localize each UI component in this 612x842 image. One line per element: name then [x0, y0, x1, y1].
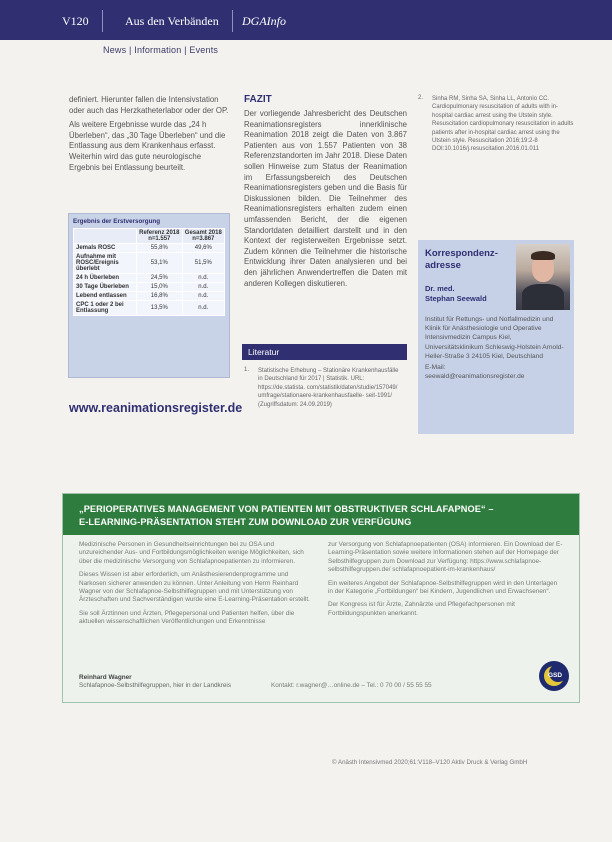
row-label: Lebend entlassen: [74, 292, 137, 301]
author-degree: Dr. med.: [425, 284, 455, 293]
table-header-row: [74, 229, 225, 244]
photo-hair: [531, 251, 555, 260]
reference-number: 2.: [418, 95, 424, 101]
table-row: [74, 283, 225, 292]
author-address: [425, 315, 570, 381]
announcement-left-column: [79, 541, 314, 632]
fazit-heading: FAZIT: [244, 94, 272, 105]
gsd-logo-icon: [539, 661, 569, 691]
email-link[interactable]: seewald@reanimationsregister.de: [425, 373, 525, 381]
table-row: [74, 253, 225, 274]
author-fullname: Stephan Seewald: [425, 294, 487, 303]
author-photo: [516, 244, 570, 310]
cell: 15,0%: [137, 283, 183, 292]
row-label: 24 h Überleben: [74, 274, 137, 283]
reference-number: 1.: [244, 367, 250, 373]
paragraph: zur Versorgung von Schlafapnoepatienten (OSA) informieren. Ein Download der E-Learning-Präsentation sowie weitere Informationen stehen auf der Homepage der Selbsthilfegruppen zum Download zur Verfügung: https://www.schlafapnoe-selbsthilfegruppen.de/ schlafapnoepatient-im-krankenhaus/: [328, 541, 563, 574]
cell: n.d.: [182, 301, 224, 316]
cell: 49,6%: [182, 244, 224, 253]
table-row: [74, 274, 225, 283]
paragraph: Dieses Wissen ist aber erforderlich, um Anästhesierendenprogramme und Narkosen sicherer anwenden zu können. Unter Anleitung von Herrn Reinhard Wagner von der Schlafapnoe-Selbsthilfegruppen und mit Unterstützung von Ärzteschaften und Sachverständigen wurde eine E-Learning-Präsentation erstellt.: [79, 571, 310, 604]
paragraph: Als weitere Ergebnisse wurde das „24 h Überleben“, das „30 Tage Überleben“ und die Entlassung aus dem Krankenhaus erfasst. Weiterhin wird das gute neurologische Ergebnis bei Entlassung beurteilt.: [69, 120, 226, 172]
correspondence-box: [418, 240, 574, 434]
table-row: [74, 244, 225, 253]
journal-name: DGAInfo: [242, 14, 286, 28]
row-label: CPC 1 oder 2 bei Entlassung: [74, 301, 137, 316]
cell: 13,5%: [137, 301, 183, 316]
photo-suit: [522, 284, 564, 310]
header-bar: [0, 0, 612, 40]
announcement-box: [62, 493, 580, 703]
signature: [79, 674, 231, 691]
literatur-bar: [242, 344, 407, 360]
logo-text: GSD: [548, 672, 563, 679]
cell: n.d.: [182, 292, 224, 301]
author-name: [425, 284, 487, 304]
table-header: Gesamt 2018 n=3.867: [182, 229, 224, 244]
reference-item: Statistische Erhebung – Stationäre Krankenhausfälle in Deutschland für 2017 | Statistik. URL: https://de.statista. com/statistik/daten/studie/157049/ umfrage/stationaere-krankenhausfaelle- seit-1991/ (Zugriffsdatum: 24.09.2019): [258, 368, 399, 408]
row-label: Jemals ROSC: [74, 244, 137, 253]
register-link[interactable]: www.reanimationsregister.de: [69, 401, 243, 415]
table-row: [74, 292, 225, 301]
section-nav: News | Information | Events: [103, 45, 219, 55]
fazit-text: Der vorliegende Jahresbericht des Deutschen Reanimationsregisters innerklinische Reanimation 2018 zeigt die Daten von 3.867 Patienten aus von 1.557 Patienten von 38 Referenzstandorten im Jahr 2018. Diese Daten sollen Hinweise zum Status der Reanimation im Erfassungsbereich des Deutschen Reanimationsregisters geben und die Basis für Diskussionen bilden. Die Teilnehmer des Reanimationsregisters erhalten zudem einen umfassenden Bericht, der die eigenen Standortdaten detailliert darstellt und in den Kontext der registerweiten Ergebnisse setzt. Zudem können die Teilnehmer die historische Entwicklung ihrer Daten analysieren und bei den jährlichen Anwendertreffen die Daten mit anderen Kollegen diskutieren.: [244, 109, 407, 288]
address-text: Institut für Rettungs- und Notfallmedizin und Klinik für Anästhesiologie und Operative Intensivmedizin Campus Kiel, Universitätsklinikum Schleswig-Holstein Arnold-Heller-Straße 3 24105 Kiel, Deutschland: [425, 316, 564, 360]
announcement-right-column: [328, 541, 563, 623]
section-title: Aus den Verbänden: [125, 14, 219, 28]
cell: n.d.: [182, 283, 224, 292]
signature-name: Reinhard Wagner: [79, 674, 132, 681]
cell: 24,5%: [137, 274, 183, 283]
cell: 55,8%: [137, 244, 183, 253]
email-label: E-Mail:: [425, 364, 446, 372]
row-label: 30 Tage Überleben: [74, 283, 137, 292]
results-table-box: [68, 213, 230, 378]
cell: 16,8%: [137, 292, 183, 301]
reference-item: Sinha RM, Sinha SA, Sinha LL, Antonio CC. Cardiopulmonary resuscitation of adults with in-hospital cardiac arrest using the Utstein style. Resuscitation cardiopulmonary resuscitation in adults patients after in-hospital cardiac arrest using the Utstein style. Resuscitation 2016;19:2-8 DOI:10.1016/j.resuscitation.2016.01.011: [432, 96, 574, 153]
cell: n.d.: [182, 274, 224, 283]
results-table: [73, 228, 225, 316]
contact-line: Kontakt: r.wagner@…online.de – Tel.: 0 70 00 / 55 55 55: [271, 682, 432, 689]
announcement-title-line1: „PERIOPERATIVES MANAGEMENT VON PATIENTEN MIT OBSTRUKTIVER SCHLAFAPNOE“ –: [79, 504, 494, 514]
paragraph: Der Kongress ist für Ärzte, Zahnärzte und Pflegefachpersonen mit Fortbildungspunkten anerkannt.: [328, 601, 515, 617]
table-header: Referenz 2018 n=1.557: [137, 229, 183, 244]
cell: 51,5%: [182, 253, 224, 274]
page-number: V120: [62, 14, 89, 28]
signature-org: Schlafapnoe-Selbsthilfegruppen, hier in der Landkreis: [79, 682, 232, 690]
paragraph: Ein weiteres Angebot der Schlafapnoe-Selbsthilfegruppen wird in den Unterlagen in der Kategorie „Fortbildungen“ bei Kindern, Jugendlichen und Erwachsenen“.: [328, 579, 558, 596]
table-row: [74, 301, 225, 316]
page-footer: © Anästh Intensivmed 2020;61:V118–V120 Aktiv Druck & Verlag GmbH: [332, 759, 528, 766]
paragraph: definiert. Hierunter fallen die Intensivstation oder auch das Herzkatheterlabor oder der OP.: [69, 95, 229, 115]
paragraph: Sie soll Ärztinnen und Ärzten, Pflegepersonal und Patienten helfen, über die aktuellen wissenschaftlichen Veröffentlichungen und Erkenntnisse: [79, 609, 295, 626]
table-header: [74, 229, 137, 244]
column-1-text: [69, 95, 229, 177]
correspondence-title: Korrespondenzadresse: [425, 248, 498, 271]
paragraph: Medizinische Personen in Gesundheitseinrichtungen bei zu OSA und unzureichender Aus- und Fortbildungsmöglichkeiten wenige Möglichkeiten, sich über die medizinische Versorgung von Schlafapnoepatienten zu informieren.: [79, 541, 304, 565]
header-divider: [102, 10, 103, 32]
cell: 53,1%: [137, 253, 183, 274]
announcement-header: [63, 494, 579, 535]
announcement-title-line2: E-LEARNING-PRÄSENTATION STEHT ZUM DOWNLOAD ZUR VERFÜGUNG: [79, 517, 412, 527]
literatur-heading: Literatur: [248, 347, 280, 357]
table-title: Ergebnis der Erstversorgung: [73, 218, 161, 225]
header-divider: [232, 10, 233, 32]
row-label: Aufnahme mit ROSC/Ereignis überlebt: [74, 253, 137, 274]
